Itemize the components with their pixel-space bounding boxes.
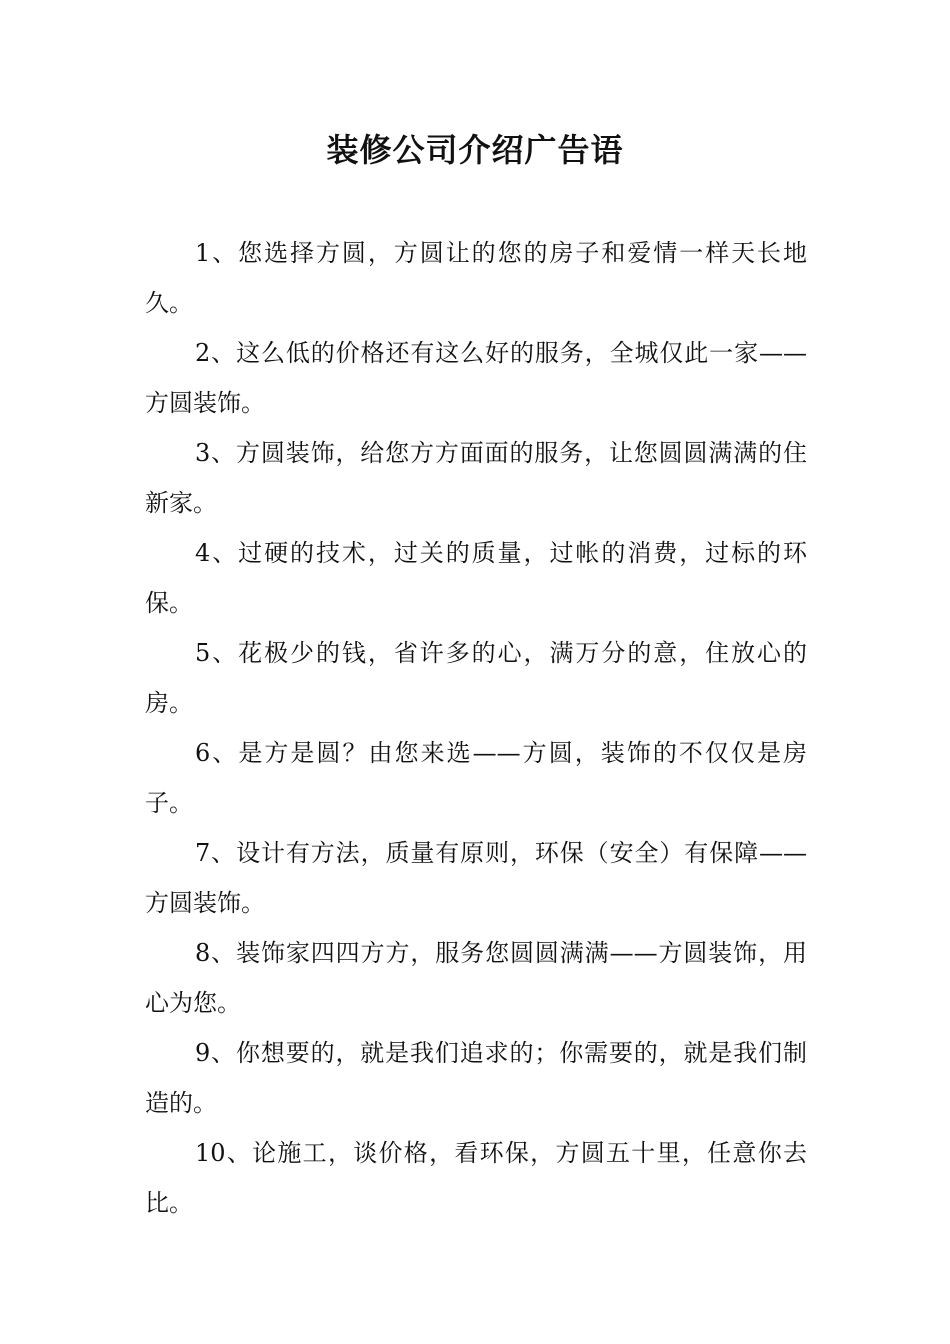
slogan-paragraph-7: 7、设计有方法，质量有原则，环保（安全）有保障——方圆装饰。 <box>145 839 807 917</box>
slogan-paragraph-2: 2、这么低的价格还有这么好的服务，全城仅此一家——方圆装饰。 <box>145 339 807 417</box>
slogan-paragraph-10: 10、论施工，谈价格，看环保，方圆五十里，任意你去比。 <box>145 1139 807 1217</box>
slogan-paragraph-3: 3、方圆装饰，给您方方面面的服务，让您圆圆满满的住新家。 <box>145 439 807 517</box>
document-title: 装修公司介绍广告语 <box>326 131 624 169</box>
slogan-paragraph-6: 6、是方是圆？由您来选——方圆，装饰的不仅仅是房子。 <box>145 739 807 817</box>
slogan-paragraph-5: 5、花极少的钱，省许多的心，满万分的意，住放心的房。 <box>145 639 807 717</box>
slogan-paragraph-9: 9、你想要的，就是我们追求的；你需要的，就是我们制造的。 <box>145 1039 807 1117</box>
document-body <box>145 228 807 1228</box>
slogan-paragraph-4: 4、过硬的技术，过关的质量，过帐的消费，过标的环保。 <box>145 539 807 617</box>
slogan-paragraph-1: 1、您选择方圆，方圆让的您的房子和爱情一样天长地久。 <box>145 239 807 317</box>
slogan-paragraph-8: 8、装饰家四四方方，服务您圆圆满满——方圆装饰，用心为您。 <box>145 939 807 1017</box>
